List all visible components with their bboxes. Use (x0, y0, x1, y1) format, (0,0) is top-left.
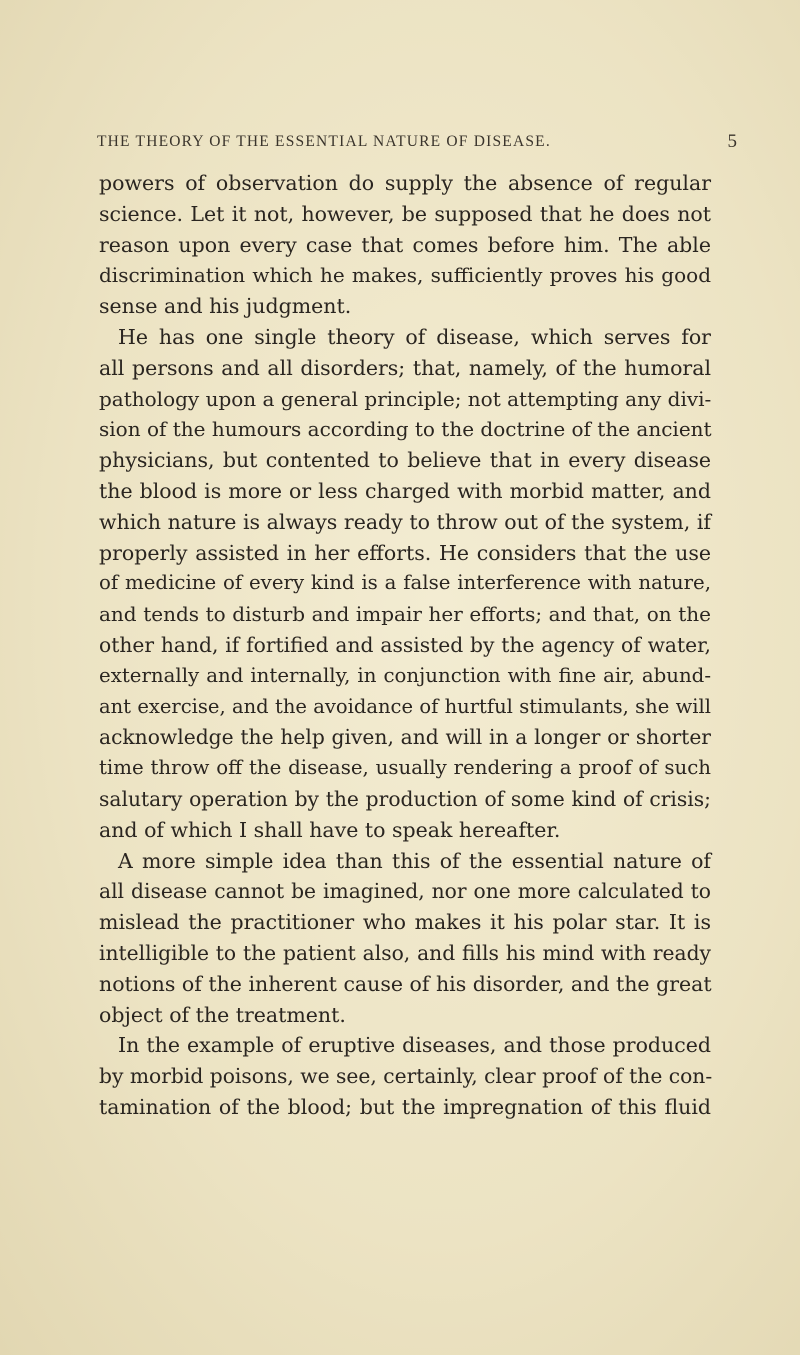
paragraph-start-line: A more simple idea than this of the essential nature of (118, 848, 711, 873)
text-line: sion of the humours according to the doctrine of the ancient (99, 417, 712, 442)
text-line: sense and his judgment. (99, 294, 352, 319)
text-line: science. Let it not, however, be supposed that he does not (99, 201, 711, 226)
text-line: the blood is more or less charged with morbid matter, and (99, 478, 711, 503)
text-line: ant exercise, and the avoidance of hurtful stimulants, she will (99, 694, 711, 718)
page-number: 5 (727, 131, 737, 152)
text-line: reason upon every case that comes before him. The able (99, 232, 711, 257)
text-line: intelligible to the patient also, and fills his mind with ready (99, 940, 711, 965)
text-line: acknowledge the help given, and will in a longer or shorter (99, 725, 711, 750)
text-line: all disease cannot be imagined, nor one more calculated to (99, 879, 711, 904)
text-line: powers of observation do supply the absence of regular (99, 171, 711, 195)
text-line: which nature is always ready to throw out of the system, if (99, 509, 711, 534)
running-title: THE THEORY OF THE ESSENTIAL NATURE OF DISEASE. (97, 133, 551, 150)
text-line: pathology upon a general principle; not attempting any divi- (99, 386, 712, 411)
text-line: of medicine of every kind is a false interference with nature, (99, 571, 711, 595)
text-line: all persons and all disorders; that, namely, of the humoral (99, 355, 711, 380)
text-line: tamination of the blood; but the impregnation of this fluid (99, 1094, 711, 1119)
text-line: object of the treatment. (99, 1002, 346, 1027)
text-line: mislead the practitioner who makes it his polar star. It is (99, 910, 711, 935)
body-text (99, 168, 711, 1123)
text-line: discrimination which he makes, sufficiently proves his good (99, 263, 711, 288)
paragraph-start-line: In the example of eruptive diseases, and those produced (118, 1033, 711, 1058)
text-line: and tends to disturb and impair her efforts; and that, on the (99, 602, 711, 627)
paragraph-start-line: He has one single theory of disease, which serves for (118, 324, 711, 349)
text-line: time throw off the disease, usually rendering a proof of such (99, 756, 711, 780)
text-line: other hand, if fortified and assisted by the agency of water, (99, 632, 711, 657)
text-line: physicians, but contented to believe that in every disease (99, 448, 711, 473)
text-line: salutary operation by the production of some kind of crisis; (99, 786, 711, 811)
text-line: and of which I shall have to speak hereafter. (99, 817, 561, 842)
text-line: properly assisted in her efforts. He considers that the use (99, 540, 711, 565)
running-header (97, 133, 737, 163)
text-line: notions of the inherent cause of his disorder, and the great (99, 971, 712, 996)
text-line: externally and internally, in conjunction with fine air, abund- (99, 663, 711, 687)
text-line: by morbid poisons, we see, certainly, clear proof of the con- (99, 1064, 713, 1089)
